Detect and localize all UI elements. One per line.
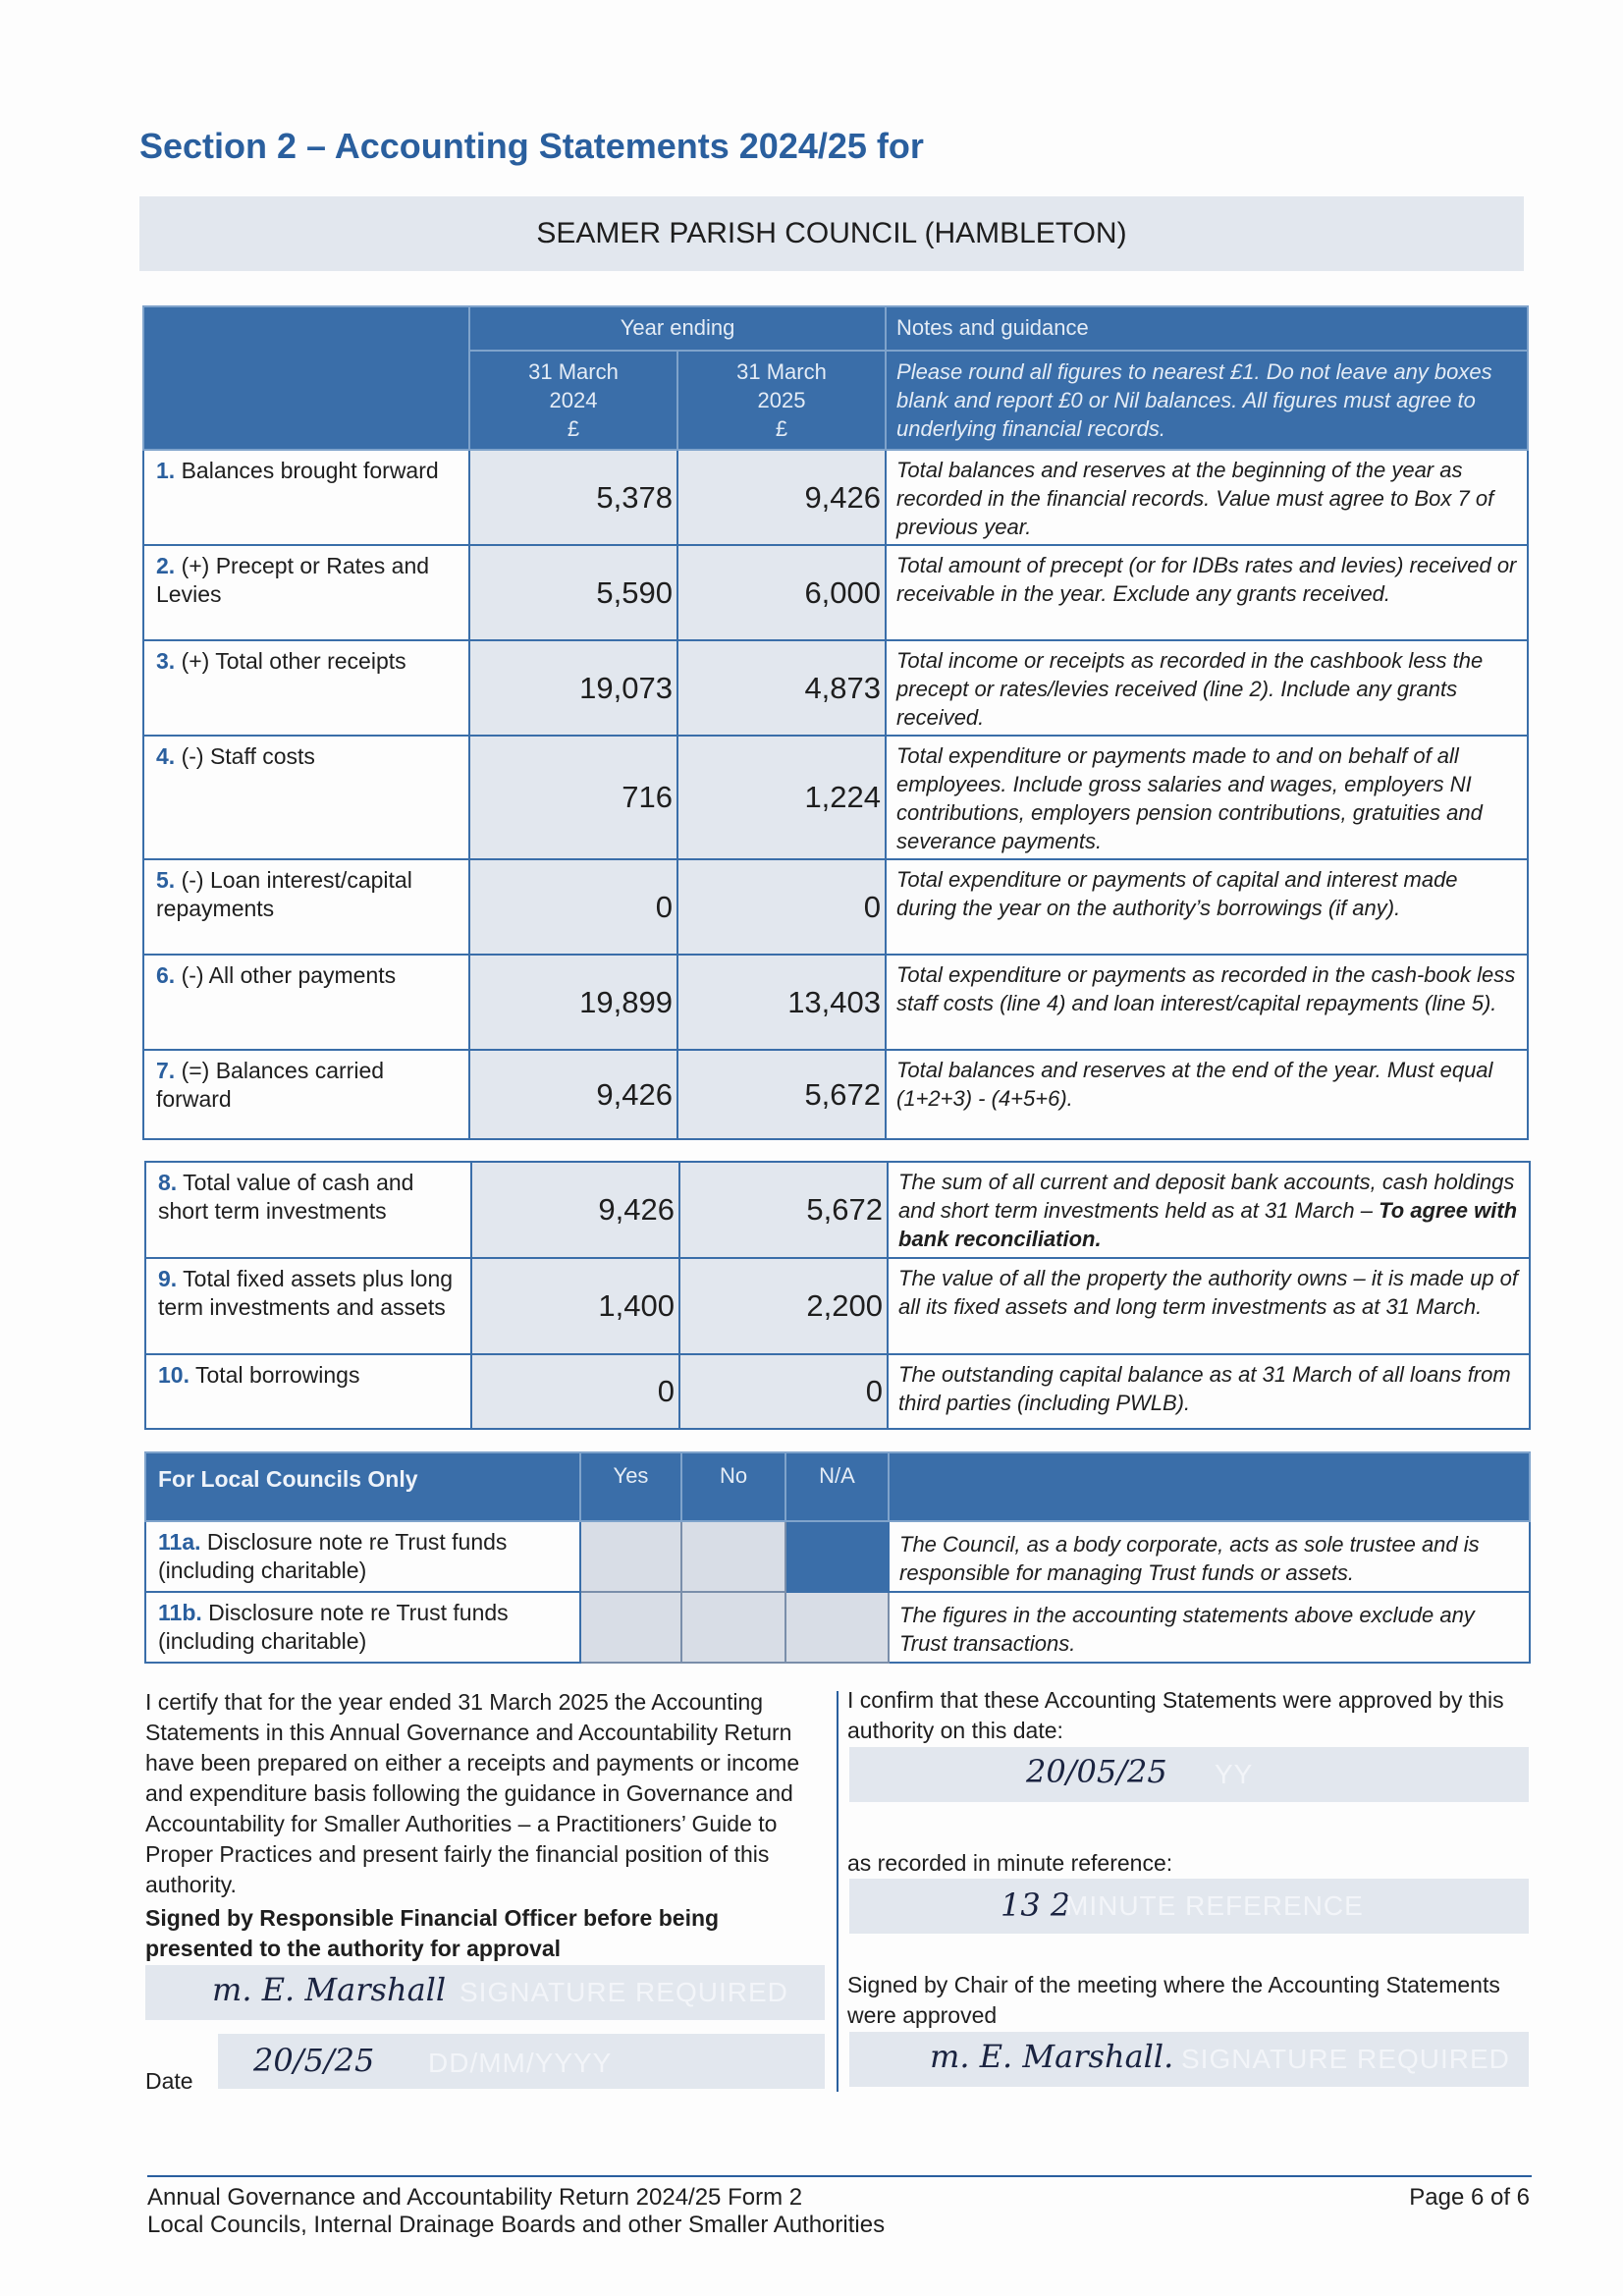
notes-header: Notes and guidance [886, 306, 1528, 351]
row-note: The sum of all current and deposit bank accounts, cash holdings and short term investments held as at 31 March – To agree with bank reconciliation. [888, 1162, 1530, 1258]
row-label: (+) Total other receipts [181, 648, 406, 674]
date-label: Date [145, 2068, 193, 2094]
yes-checkbox[interactable] [580, 1592, 681, 1663]
page-number: Page 6 of 6 [1409, 2184, 1530, 2211]
table-row: 6. (-) All other payments 19,899 13,403 Total expenditure or payments as recorded in the cash-book less staff costs (line 4) and loan interest/capital repayments (line 5). [143, 955, 1528, 1050]
value-2024: 5,378 [469, 450, 677, 545]
row-note: The value of all the property the authority owns – it is made up of all its fixed assets and long term investments as at 31 March. [888, 1258, 1530, 1354]
yes-checkbox[interactable] [580, 1521, 681, 1592]
value-2025: 6,000 [677, 545, 886, 640]
header-blank-cell [143, 306, 469, 450]
rfo-signed-note: Signed by Responsible Financial Officer before being presented to the authority for approval [145, 1905, 720, 1961]
row-note: Total expenditure or payments of capital and interest made during the year on the authority’s borrowings (if any). [886, 859, 1528, 955]
rfo-signature: m. E. Marshall [212, 1971, 447, 2008]
minute-reference-field[interactable] [849, 1879, 1529, 1934]
yes-header: Yes [580, 1452, 681, 1521]
value-2024: 19,899 [469, 955, 677, 1050]
table-row: 5. (-) Loan interest/capital repayments 0 0 Total expenditure or payments of capital and interest made during the year on the authority’s borrowings (if any). [143, 859, 1528, 955]
value-2024: 5,590 [469, 545, 677, 640]
row-label: Total borrowings [194, 1362, 360, 1388]
date-placeholder: DD/MM/YYYY [428, 2048, 613, 2078]
header-blank-cell [889, 1452, 1530, 1521]
row-label: Total fixed assets plus long term investments and assets [158, 1266, 454, 1320]
col-2025-header: 31 March 2025 £ [677, 351, 886, 450]
year-ending-header: Year ending [469, 306, 886, 351]
row-note: Total expenditure or payments made to and on behalf of all employees. Include gross salaries and wages, employers NI contributions, employers pension contributions, gratuities and severance payments. [886, 736, 1528, 859]
row-note: Total amount of precept (or for IDBs rates and levies) received or receivable in the year. Exclude any grants received. [886, 545, 1528, 640]
rfo-date-field[interactable] [218, 2034, 825, 2089]
no-header: No [681, 1452, 785, 1521]
value-2025: 1,224 [677, 736, 886, 859]
table-row: 11b. Disclosure note re Trust funds (including charitable) The figures in the accounting statements above exclude any Trust transactions. [145, 1592, 1530, 1663]
footer-authorities: Local Councils, Internal Drainage Boards and other Smaller Authorities [147, 2212, 886, 2238]
approval-date-field[interactable] [849, 1747, 1529, 1802]
row-note: Total expenditure or payments as recorded in the cash-book less staff costs (line 4) and loan interest/capital repayments (line 5). [886, 955, 1528, 1050]
value-2025: 0 [679, 1354, 888, 1429]
row-label: Total value of cash and short term investments [158, 1170, 414, 1224]
row-label: Balances brought forward [181, 458, 439, 483]
table-row: 1. Balances brought forward 5,378 9,426 Total balances and reserves at the beginning of the year as recorded in the financial records. Value must agree to Box 7 of previous year. [143, 450, 1528, 545]
table-row: 11a. Disclosure note re Trust funds (including charitable) The Council, as a body corporate, acts as sole trustee and is responsible for managing Trust funds or assets. [145, 1521, 1530, 1592]
row-note: Total balances and reserves at the beginning of the year as recorded in the financial records. Value must agree to Box 7 of previous year. [886, 450, 1528, 545]
row-note: Total balances and reserves at the end of the year. Must equal (1+2+3) - (4+5+6). [886, 1050, 1528, 1139]
value-2025: 5,672 [679, 1162, 888, 1258]
value-2024: 19,073 [469, 640, 677, 736]
footer-rule [147, 2175, 1532, 2177]
signature-placeholder: SIGNATURE REQUIRED [460, 1977, 788, 2007]
confirm-text: I confirm that these Accounting Statements were approved by this authority on this date: [847, 1687, 1504, 1743]
value-2025: 9,426 [677, 450, 886, 545]
chair-signature: m. E. Marshall. [930, 2038, 1174, 2075]
chair-signature-placeholder: SIGNATURE REQUIRED [1181, 2044, 1510, 2074]
row-label: Disclosure note re Trust funds (including charitable) [158, 1529, 508, 1583]
col-2024-header: 31 March 2024 £ [469, 351, 677, 450]
value-2025: 2,200 [679, 1258, 888, 1354]
council-name-box [139, 196, 1524, 271]
table-row: 3. (+) Total other receipts 19,073 4,873 Total income or receipts as recorded in the cashbook less the precept or rates/levies received (line 2). Include any grants received. [143, 640, 1528, 736]
council-name: SEAMER PARISH COUNCIL (HAMBLETON) [536, 217, 1127, 249]
table-row: 10. Total borrowings 0 0 The outstanding capital balance as at 31 March of all loans from third parties (including PWLB). [145, 1354, 1530, 1429]
local-councils-header: For Local Councils Only [145, 1452, 580, 1521]
table-row: 9. Total fixed assets plus long term investments and assets 1,400 2,200 The value of all the property the authority owns – it is made up of all its fixed assets and long term investments as at 31 March. [145, 1258, 1530, 1354]
row-note: The outstanding capital balance as at 31 March of all loans from third parties (including PWLB). [888, 1354, 1530, 1429]
minute-placeholder: MINUTE REFERENCE [1065, 1890, 1364, 1921]
local-councils-table [144, 1451, 1531, 1664]
value-2025: 4,873 [677, 640, 886, 736]
minute-label: as recorded in minute reference: [847, 1850, 1173, 1876]
approval-date: 20/05/25 [1026, 1753, 1167, 1790]
accounting-statements-table [142, 305, 1529, 1140]
assets-table [144, 1161, 1531, 1430]
column-divider [837, 1691, 839, 2092]
value-2025: 13,403 [677, 955, 886, 1050]
table-row: 8. Total value of cash and short term investments 9,426 5,672 The sum of all current and deposit bank accounts, cash holdings and short term investments held as at 31 March – To agree with bank reconciliation. [145, 1162, 1530, 1258]
table-row: 7. (=) Balances carried forward 9,426 5,672 Total balances and reserves at the end of the year. Must equal (1+2+3) - (4+5+6). [143, 1050, 1528, 1139]
value-2024: 1,400 [471, 1258, 679, 1354]
na-checkbox[interactable] [785, 1592, 889, 1663]
no-checkbox[interactable] [681, 1521, 785, 1592]
approval-date-placeholder: YY [1215, 1759, 1254, 1789]
row-note: The Council, as a body corporate, acts as sole trustee and is responsible for managing Trust funds or assets. [889, 1521, 1530, 1592]
guidance-text: Please round all figures to nearest £1. Do not leave any boxes blank and report £0 or Nil balances. All figures must agree to underlying financial records. [886, 351, 1528, 450]
row-note: The figures in the accounting statements above exclude any Trust transactions. [889, 1592, 1530, 1663]
rfo-signature-field[interactable] [145, 1965, 825, 2020]
certify-text: I certify that for the year ended 31 March 2025 the Accounting Statements in this Annual Governance and Accountability Return have been prepared on either a receipts and payments or income and expenditure basis following the guidance in Governance and Accountability for Smaller Authorities – a Practitioners’ Guide to Proper Practices and present fairly the financial position of this authority. [145, 1689, 800, 1897]
value-2024: 716 [469, 736, 677, 859]
na-header: N/A [785, 1452, 889, 1521]
rfo-date: 20/5/25 [253, 2042, 375, 2079]
footer-form-title: Annual Governance and Accountability Return 2024/25 Form 2 [147, 2184, 803, 2211]
value-2024: 0 [471, 1354, 679, 1429]
value-2024: 9,426 [471, 1162, 679, 1258]
chair-signature-field[interactable] [849, 2032, 1529, 2087]
row-label: Disclosure note re Trust funds (including charitable) [158, 1600, 509, 1654]
value-2025: 5,672 [677, 1050, 886, 1139]
row-label: (-) Staff costs [181, 743, 315, 769]
row-label: (+) Precept or Rates and Levies [156, 553, 430, 607]
row-label: (=) Balances carried forward [156, 1058, 385, 1112]
value-2024: 9,426 [469, 1050, 677, 1139]
table-row: 2. (+) Precept or Rates and Levies 5,590 6,000 Total amount of precept (or for IDBs rates and levies) received or receivable in the year. Exclude any grants received. [143, 545, 1528, 640]
row-label: (-) Loan interest/capital repayments [156, 867, 412, 921]
value-2025: 0 [677, 859, 886, 955]
section-heading: Section 2 – Accounting Statements 2024/25 for [139, 126, 924, 166]
chair-label: Signed by Chair of the meeting where the Accounting Statements were approved [847, 1972, 1500, 2028]
row-label: (-) All other payments [181, 962, 397, 988]
na-disabled-cell [785, 1521, 889, 1592]
row-note: Total income or receipts as recorded in the cashbook less the precept or rates/levies received (line 2). Include any grants received. [886, 640, 1528, 736]
value-2024: 0 [469, 859, 677, 955]
minute-reference: 13 2 [1001, 1886, 1071, 1924]
table-row: 4. (-) Staff costs 716 1,224 Total expenditure or payments made to and on behalf of all employees. Include gross salaries and wages, employers NI contributions, employers pension contributions, gratuities and severance payments. [143, 736, 1528, 859]
bold-note: To agree with bank reconciliation. [898, 1198, 1518, 1251]
no-checkbox[interactable] [681, 1592, 785, 1663]
